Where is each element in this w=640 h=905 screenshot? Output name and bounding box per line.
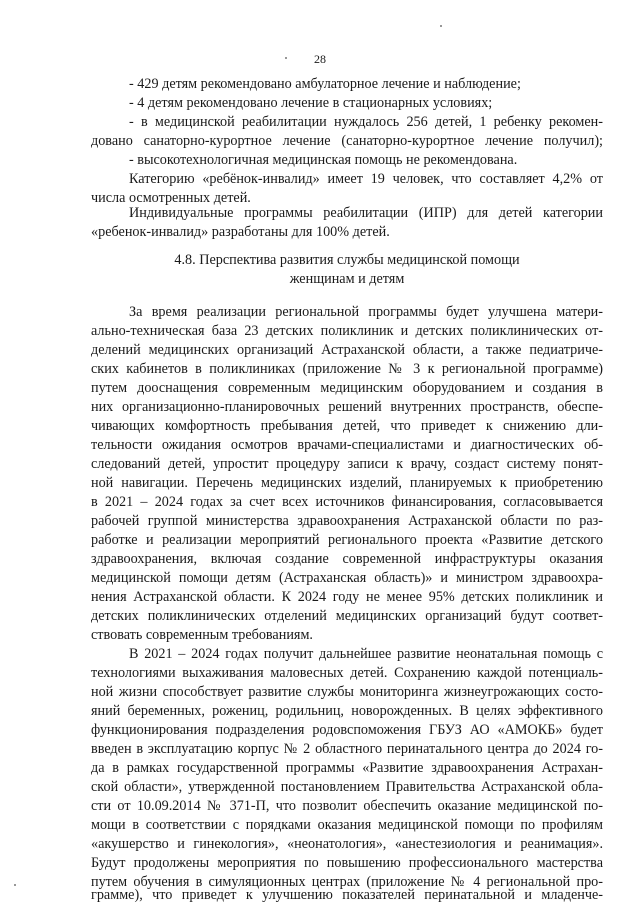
text-line: введен в эксплуатацию корпус № 2 областного перинатального центра до 2024 го-: [91, 741, 603, 757]
text-line: ной навигации. Перечень медицинских изделий, планируемых к приобретению: [91, 475, 603, 491]
text-line: яний беременных, рожениц, родильниц, новорожденных. В целях эффективного: [91, 703, 603, 719]
text-line: здравоохранения, включая создание современной инфраструктуры оказания: [91, 551, 603, 567]
scan-speck: [440, 25, 442, 27]
text-line: технологиями выхаживания маловесных детей. Сохранению каждой потенциаль-: [91, 665, 603, 681]
text-line: путем дооснащения современным медицинским оборудованием и создания в: [91, 380, 603, 396]
text-line: Будут продолжены мероприятия по повышению профессионального мастерства: [91, 855, 603, 871]
text-line: ально-техническая база 23 детских поликлиник и детских поликлинических от-: [91, 323, 603, 339]
text-line: ной жизни способствует развитие службы мониторинга жизнеугрожающих состо-: [91, 684, 603, 700]
scan-speck: [14, 884, 16, 886]
text-line: следований детей, упростит процедуру записи к врачу, создаст систему понят-: [91, 456, 603, 472]
text-line: «ребенок-инвалид» разработаны для 100% детей.: [91, 224, 390, 240]
text-line: делений медицинских организаций Астраханской области, а также педиатриче-: [91, 342, 603, 358]
section-heading: 4.8. Перспектива развития службы медицинской помощи: [174, 252, 520, 268]
text-line: нения Астраханской области. К 2024 году не менее 95% детских поликлиник и: [91, 589, 603, 605]
text-line: Индивидуальные программы реабилитации (ИПР) для детей категории: [129, 205, 603, 221]
text-line: работке и реализации мероприятий регионального проекта «Развитие детского: [91, 532, 603, 548]
text-line: тельности ожидания осмотров врачами-специалистами и диагностических об-: [91, 437, 603, 453]
text-line: функционирования подразделения родовспоможения ГБУЗ АО «АМОКБ» будет: [91, 722, 603, 738]
text-line: них организационно-планировочных решений внутренних пространств, обеспе-: [91, 399, 603, 415]
text-line: - 429 детям рекомендовано амбулаторное лечение и наблюдение;: [129, 76, 521, 92]
text-line: сти от 10.09.2014 № 371-П, что позволит обеспечить оказание медицинской по-: [91, 798, 603, 814]
text-line: ской области», утвержденной постановлением Правительства Астраханской обла-: [91, 779, 603, 795]
page-number: 28: [314, 52, 326, 66]
text-line: медицинской помощи детям (Астраханская область)» и министром здравоохра-: [91, 570, 603, 586]
text-line: За время реализации региональной программы будет улучшена матери-: [129, 304, 603, 320]
text-line: путем обучения в симуляционных центрах (приложение № 4 региональной про-: [91, 874, 603, 890]
text-line: детских поликлинических отделений медицинских организаций будут соответ-: [91, 608, 603, 624]
text-line: - 4 детям рекомендовано лечение в стационарных условиях;: [129, 95, 493, 111]
text-line: - высокотехнологичная медицинская помощь не рекомендована.: [129, 152, 518, 168]
text-line: рабочей группой министерства здравоохранения Астраханской области по раз-: [91, 513, 603, 529]
text-line: довано санаторно-курортное лечение (санаторно-курортное лечение получил);: [91, 133, 603, 149]
text-line: чивающих комфортность пребывания детей, что приведет к снижению дли-: [91, 418, 603, 434]
text-line: числа осмотренных детей.: [91, 190, 251, 206]
text-line: ствовать современным требованиям.: [91, 627, 313, 643]
text-line: мощи в соответствии с порядками оказания медицинской помощи по профилям: [91, 817, 603, 833]
text-line: ских кабинетов в поликлиниках (приложение № 3 к региональной программе): [91, 361, 603, 377]
text-line: - в медицинской реабилитации нуждалось 256 детей, 1 ребенку рекомен-: [129, 114, 603, 130]
text-line: грамме), что приведет к улучшению показателей перинатальной и младенче-: [91, 887, 603, 903]
text-line: да в рамках государственной программы «Развитие здравоохранения Астрахан-: [91, 760, 603, 776]
text-line: в 2021 – 2024 годах за счет всех источников финансирования, согласовывается: [91, 494, 603, 510]
section-heading: женщинам и детям: [289, 271, 405, 287]
text-line: В 2021 – 2024 годах получит дальнейшее развитие неонатальная помощь с: [129, 646, 603, 662]
text-line: «акушерство и гинекология», «неонатология», «анестезиология и реанимация».: [91, 836, 603, 852]
text-line: Категорию «ребёнок-инвалид» имеет 19 человек, что составляет 4,2% от: [129, 171, 603, 187]
